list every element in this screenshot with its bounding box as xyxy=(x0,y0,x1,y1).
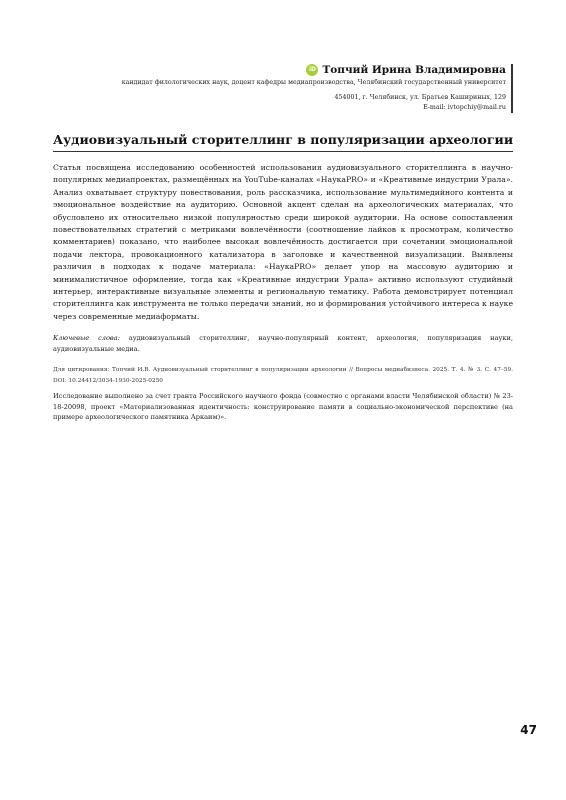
keywords xyxy=(53,333,513,354)
author-position: кандидат филологических наук, доцент кафедры медиапроизводства, Челябинский государственный университет xyxy=(121,79,506,86)
orcid-icon[interactable]: iD xyxy=(306,64,318,76)
citation: Для цитирования: Топчий И.В. Аудиовизуальный сторителлинг в популяризации археологии // Вопросы медиабизнеса. 2025. Т. 4. № 3. С. 47–59. DOI: 10.24412/3034-1930-2025-0250 xyxy=(53,367,513,384)
keywords-label: Ключевые слова: xyxy=(53,334,120,342)
keywords-text: аудиовизуальный сторителлинг, научно-популярный контент, археология, популяризация науки, аудиовизуальные медиа. xyxy=(53,334,513,353)
page-number: 47 xyxy=(520,723,537,737)
grant-acknowledgement: Исследование выполнено за счет гранта Российского научного фонда (совместно с органами власти Челябинской области) № 23-18-20098, проект «Материализованная идентичность: конструирование памяти в социально-экономической перспективе (на примере археологического памятника Аркаим)». xyxy=(53,392,513,421)
author-info xyxy=(36,64,513,113)
author-address: 454001, г. Челябинск, ул. Братьев Кашириных, 129 xyxy=(334,94,506,101)
abstract-text: Статья посвящена исследованию особенностей использования аудиовизуального сторителлинга в научно-популярных медиапроектах, размещённых на YouTube-каналах «НаукаPRO» и «Креативные индустрии Урала». Анализ охватывает структуру повествования, роль рассказчика, использование мультимедийного контента и эмоциональное воздействие на аудиторию. Основной акцент сделан на археологических материалах, что обусловлено их относительно низкой популярностью среди широкой аудитории. На основе сопоставления повествовательных стратегий с метриками вовлечённости (соотношение лайков к просмотрам, количество комментариев) показано, что наиболее высокая вовлечённость достигается при сочетании эмоциональной подачи лектора, провокационного катализатора в заголовке и качественной визуализации. Выявлены различия в подходах к подаче материала: «НаукаPRO» делает упор на массовую аудиторию и минималистичное оформление, тогда как «Креативные индустрии Урала» активно используют студийный интерьер, интерактивные визуальные элементы и региональную тематику. Работа демонстрирует потенциал сторителлинга как инструмента не только передачи знаний, но и формирования устойчивого интереса к науке через современные медиаформаты. xyxy=(53,163,513,321)
author-name-row xyxy=(36,64,506,76)
author-email[interactable]: E-mail: ivtopchiy@mail.ru xyxy=(423,104,506,111)
article-title: Аудиовизуальный сторителлинг в популяризации археологии xyxy=(53,132,514,147)
abstract xyxy=(53,162,513,323)
title-divider xyxy=(53,151,513,152)
author-name: Топчий Ирина Владимировна xyxy=(322,64,506,76)
